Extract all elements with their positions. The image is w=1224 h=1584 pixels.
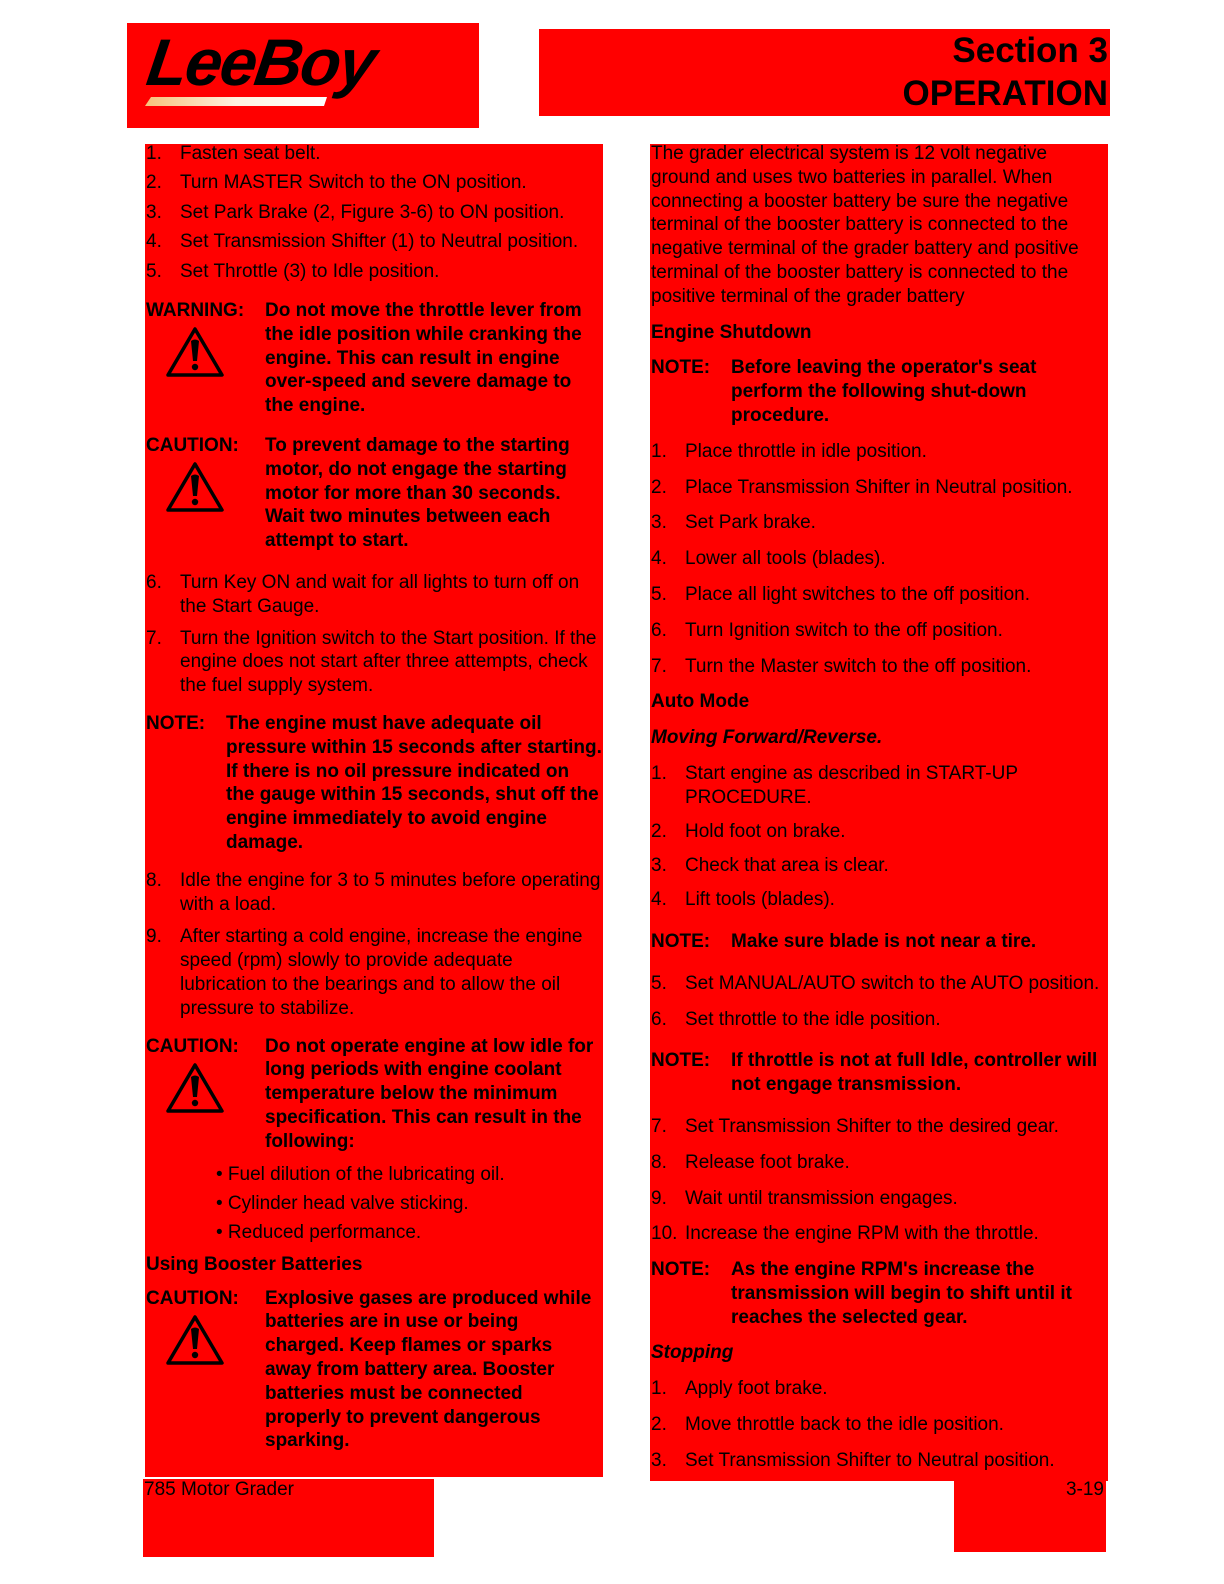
- note-label: NOTE:: [651, 357, 711, 379]
- list-item: 5. Place all light switches to the off position.: [651, 583, 1031, 605]
- note-label: NOTE:: [651, 1050, 711, 1072]
- shutdown-heading: Engine Shutdown: [651, 321, 812, 343]
- auto-mode-heading: Auto Mode: [651, 691, 750, 713]
- footer-left: [143, 1479, 434, 1557]
- page-number: 3-19: [1065, 1479, 1104, 1500]
- caution-text: To prevent damage to the starting motor, do not engage the starting motor for more than 30 seconds. Wait two minutes between each attempt to start.: [265, 434, 570, 552]
- note-text: As the engine RPM's increase the transmission will begin to shift until it reaches the selected gear.: [731, 1259, 1072, 1328]
- section-name: OPERATION: [902, 74, 1108, 113]
- footer-right: [954, 1479, 1106, 1552]
- note-text: The engine must have adequate oil pressure within 15 seconds after starting. If there is no oil pressure indicated on the gauge within 15 seconds, shut off the engine immediately to avoid engine damage.: [226, 712, 602, 853]
- warning-triangle-icon: [164, 460, 226, 514]
- right-column: [650, 144, 1108, 1481]
- list-item: 2. Move throttle back to the idle position.: [651, 1414, 1004, 1436]
- note-text: Before leaving the operator's seat perform the following shut-down procedure.: [731, 357, 1037, 426]
- section-title: [903, 29, 1108, 115]
- list-item: 4. Lift tools (blades).: [651, 889, 835, 911]
- list-item: 1. Place throttle in idle position.: [651, 440, 927, 462]
- list-item: 5. Set Throttle (3) to Idle position.: [146, 261, 440, 283]
- list-item: 3. Set Transmission Shifter to Neutral position.: [651, 1449, 1055, 1471]
- list-item: 6. Set throttle to the idle position.: [651, 1008, 941, 1030]
- list-item: 7. Turn the Master switch to the off position.: [651, 655, 1032, 677]
- booster-intro: The grader electrical system is 12 volt negative ground and uses two batteries in parallel. When connecting a booster battery be sure the negative terminal of the booster battery is connected to the negative terminal of the grader battery and positive terminal of the booster battery is connected to the positive terminal of the grader battery: [651, 143, 1079, 307]
- footer-model: 785 Motor Grader: [144, 1479, 294, 1500]
- note-block: [146, 712, 602, 855]
- caution-block: [146, 1287, 602, 1454]
- warning-label: WARNING:: [146, 299, 245, 321]
- list-item: 2. Place Transmission Shifter in Neutral position.: [651, 476, 1073, 498]
- bullet-item: • Fuel dilution of the lubricating oil.: [216, 1164, 505, 1186]
- warning-block: [146, 299, 602, 418]
- warning-triangle-icon: [164, 1061, 226, 1115]
- note-label: NOTE:: [146, 712, 206, 734]
- note-block: [651, 1258, 1107, 1329]
- caution-text: Do not operate engine at low idle for long periods with engine coolant temperature below the minimum specification. This can result in the following:: [265, 1035, 594, 1152]
- list-item: 5. Set MANUAL/AUTO switch to the AUTO position.: [651, 972, 1100, 994]
- warning-triangle-icon: [164, 325, 226, 379]
- note-block: [651, 1049, 1107, 1097]
- list-item: 9. Wait until transmission engages.: [651, 1187, 958, 1209]
- stopping-heading: Stopping: [651, 1342, 734, 1364]
- list-item: 1. Apply foot brake.: [651, 1378, 828, 1400]
- caution-block: [146, 1035, 602, 1154]
- list-item: 6. Turn Ignition switch to the off position.: [651, 619, 1003, 641]
- note-label: NOTE:: [651, 1259, 711, 1281]
- warning-triangle-icon: [164, 1313, 226, 1367]
- note-text: If throttle is not at full Idle, controller will not engage transmission.: [731, 1050, 1098, 1096]
- moving-heading: Moving Forward/Reverse.: [651, 727, 883, 749]
- list-item: 3. Set Park brake.: [651, 512, 816, 534]
- list-item: 6. Turn Key ON and wait for all lights to turn off on the Start Gauge.: [146, 571, 580, 617]
- caution-label: CAUTION:: [146, 434, 239, 456]
- note-block: [651, 356, 1107, 427]
- list-item: 4. Set Transmission Shifter (1) to Neutral position.: [146, 231, 579, 253]
- list-item: 7. Set Transmission Shifter to the desired gear.: [651, 1115, 1059, 1137]
- list-item: 4. Lower all tools (blades).: [651, 548, 886, 570]
- logo-box: [127, 23, 479, 128]
- bullet-list: [146, 1163, 602, 1244]
- left-column: [145, 144, 603, 1477]
- list-item: 8. Idle the engine for 3 to 5 minutes before operating with a load.: [146, 869, 601, 915]
- warning-text: Do not move the throttle lever from the idle position while cranking the engine. This can result in engine over-speed and severe damage to the engine.: [265, 299, 582, 417]
- list-item: 2. Hold foot on brake.: [651, 820, 846, 842]
- caution-label: CAUTION:: [146, 1287, 239, 1309]
- list-item: 9. After starting a cold engine, increase the engine speed (rpm) slowly to provide adequate lubrication to the bearings and to allow the oil pressure to stabilize.: [146, 926, 583, 1019]
- list-item: 1. Start engine as described in START-UP PROCEDURE.: [651, 762, 1018, 808]
- caution-block: [146, 434, 602, 553]
- note-block: [651, 930, 1107, 954]
- list-item: 3. Check that area is clear.: [651, 855, 889, 877]
- list-item: 2. Turn MASTER Switch to the ON position.: [146, 171, 527, 193]
- list-item: 8. Release foot brake.: [651, 1151, 850, 1173]
- bullet-item: • Cylinder head valve sticking.: [216, 1193, 469, 1215]
- note-text: Make sure blade is not near a tire.: [731, 930, 1037, 952]
- caution-text: Explosive gases are produced while batteries are in use or being charged. Keep flames or sparks away from battery area. Booster batteries must be connected properly to prevent dangerous sparking.: [265, 1287, 592, 1452]
- leeboy-logo: [139, 25, 469, 125]
- list-item: 7. Turn the Ignition switch to the Start position. If the engine does not start after three attempts, check the fuel supply system.: [146, 627, 597, 697]
- booster-heading: Using Booster Batteries: [146, 1253, 363, 1275]
- bullet-item: • Reduced performance.: [216, 1222, 422, 1244]
- caution-label: CAUTION:: [146, 1035, 239, 1057]
- section-header: [539, 29, 1110, 116]
- section-number: Section 3: [952, 31, 1108, 70]
- list-item: 10. Increase the engine RPM with the throttle.: [651, 1223, 1039, 1245]
- list-item: 1. Fasten seat belt.: [146, 143, 321, 164]
- list-item: 3. Set Park Brake (2, Figure 3-6) to ON position.: [146, 201, 565, 223]
- logo-text: LeeBoy: [142, 26, 380, 100]
- note-label: NOTE:: [651, 930, 711, 952]
